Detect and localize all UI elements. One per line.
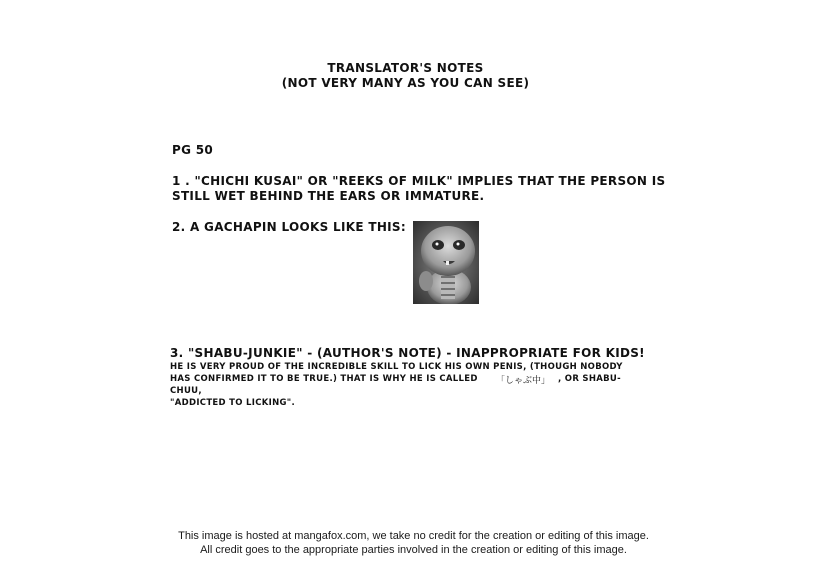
footer-credit-line-2: All credit goes to the appropriate parties involved in the creation or editing of this image.: [200, 544, 627, 556]
note-1-line-1: 1 . "CHICHI KUSAI" OR "REEKS OF MILK" IMPLIES THAT THE PERSON IS: [172, 174, 666, 188]
gachapin-plush-icon: [413, 221, 479, 304]
note-2: 2. A GACHAPIN LOOKS LIKE THIS:: [172, 220, 406, 234]
note-3-heading: 3. "SHABU-JUNKIE" - (AUTHOR'S NOTE) - INAPPROPRIATE FOR KIDS!: [170, 346, 645, 360]
note-3-line-2: HAS CONFIRMED IT TO BE TRUE.) THAT IS WHY HE IS CALLED: [170, 374, 478, 384]
gachapin-photo: [413, 221, 479, 304]
page-number-label: PG 50: [172, 143, 214, 157]
note-3-line-2-end: , OR SHABU-: [558, 374, 621, 384]
note-1-line-2: STILL WET BEHIND THE EARS OR IMMATURE.: [172, 189, 485, 203]
footer-credit-line-1: This image is hosted at mangafox.com, we take no credit for the creation or editing of this image.: [178, 530, 649, 542]
page-subtitle: (NOT VERY MANY AS YOU CAN SEE): [281, 76, 530, 90]
page-title: TRANSLATOR'S NOTES: [327, 61, 484, 75]
note-3-line-1: HE IS VERY PROUD OF THE INCREDIBLE SKILL TO LICK HIS OWN PENIS, (THOUGH NOBODY: [170, 362, 623, 372]
note-3-line-3: CHUU,: [170, 386, 202, 396]
note-3-line-4: "ADDICTED TO LICKING".: [170, 398, 296, 408]
note-3-japanese-term: 「しゃぶ中」: [496, 376, 551, 386]
